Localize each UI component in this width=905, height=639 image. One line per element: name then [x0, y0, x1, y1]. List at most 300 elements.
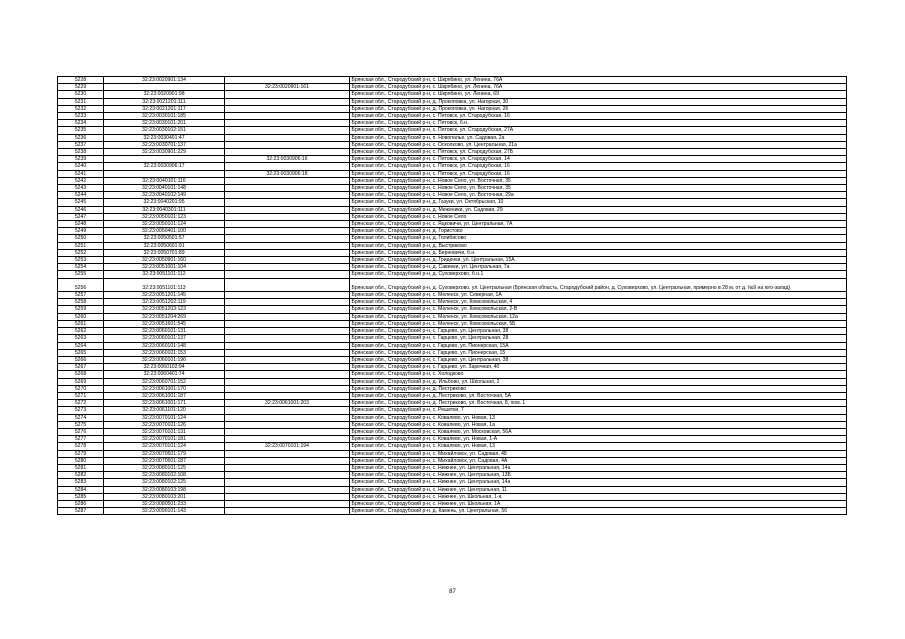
cadastral-number-cell: 32:23:0040101:116: [104, 177, 225, 184]
address-cell: Брянская обл., Стародубский р-н, д. Камень, ул. Центральная, 56: [350, 508, 847, 515]
table-row: [58, 177, 847, 184]
address-cell: Брянская обл., Стародубский р-н, с. Нижнее, ул. Школьная, 1-а: [350, 493, 847, 500]
address-cell: Брянская обл., Стародубский р-н, д. Ильбово, ул. Школьная, 2: [350, 378, 847, 385]
address-cell: Брянская обл., Стародубский р-н, д. Прокоповка, ул. Нагорная, 30: [350, 98, 847, 105]
row-number-cell: 5280: [58, 457, 104, 464]
row-number-cell: 5235: [58, 127, 104, 134]
table-body: [58, 77, 847, 515]
row-number-cell: 5231: [58, 98, 104, 105]
cadastral-number-cell: 32:23:0040301:111: [104, 206, 225, 213]
table-row: [58, 378, 847, 385]
linked-cadastral-number-cell: [225, 428, 350, 435]
table-row: [58, 421, 847, 428]
linked-cadastral-number-cell: [225, 457, 350, 464]
address-cell: Брянская обл., Стародубский р-н, с. Шкрябино, ул. Ленина, 76А: [350, 77, 847, 84]
row-number-cell: 5257: [58, 292, 104, 299]
row-number-cell: 5230: [58, 91, 104, 98]
linked-cadastral-number-cell: [225, 98, 350, 105]
linked-cadastral-number-cell: [225, 508, 350, 515]
row-number-cell: 5237: [58, 141, 104, 148]
row-number-cell: 5275: [58, 421, 104, 428]
address-cell: Брянская обл., Стародубский р-н, д. Меженики, ул. Садовая, 29: [350, 206, 847, 213]
address-cell: Брянская обл., Стародубский р-н, с. Гарцево, ул. Пионерская, 15А: [350, 342, 847, 349]
cadastral-number-cell: 32:23:0050401:100: [104, 228, 225, 235]
linked-cadastral-number-cell: [225, 364, 350, 371]
address-cell: Брянская обл., Стародубский р-н, с. Гарцево, ул. Центральная, 28: [350, 335, 847, 342]
table-row: [58, 292, 847, 299]
row-number-cell: 5262: [58, 328, 104, 335]
table-row: [58, 156, 847, 163]
table-row: [58, 400, 847, 407]
address-cell: Брянская обл., Стародубский р-н, с. Шкрябино, ул. Ленина, 69: [350, 91, 847, 98]
cadastral-number-cell: 32:23:0070501:179: [104, 450, 225, 457]
cadastral-number-cell: 32:23:0030101:201: [104, 120, 225, 127]
cadastral-number-cell: 32:23:0051204:269: [104, 313, 225, 320]
address-cell: Брянская обл., Стародубский р-н, с. Пятовск, ул. Стародубская, 16: [350, 113, 847, 120]
row-number-cell: 5229: [58, 84, 104, 91]
row-number-cell: 5233: [58, 113, 104, 120]
address-cell: Брянская обл., Стародубский р-н, с. Решетки, 7: [350, 407, 847, 414]
cadastral-number-cell: 32:23:0030901:229: [104, 149, 225, 156]
linked-cadastral-number-cell: [225, 127, 350, 134]
address-cell: Брянская обл., Стародубский р-н, с. Ковалево, ул. Новая, 1-А: [350, 436, 847, 443]
cadastral-number-cell: 32:23:0080102:125: [104, 479, 225, 486]
table-row: [58, 163, 847, 170]
cadastral-number-cell: 32:23:0051201:145: [104, 292, 225, 299]
cadastral-number-cell: [104, 84, 225, 91]
address-cell: Брянская обл., Стародубский р-н, с. Гарцево, ул. Заречная, 40: [350, 364, 847, 371]
table-row: [58, 271, 847, 278]
row-number-cell: 5250: [58, 235, 104, 242]
cadastral-number-cell: [104, 170, 225, 177]
address-cell: Брянская обл., Стародубский р-н, д. Гористово: [350, 228, 847, 235]
linked-cadastral-number-cell: [225, 421, 350, 428]
row-number-cell: 5255: [58, 271, 104, 278]
row-number-cell: 5281: [58, 464, 104, 471]
linked-cadastral-number-cell: [225, 385, 350, 392]
address-cell: Брянская обл., Стародубский р-н, с. Нижнее, ул. Центральная, 11: [350, 486, 847, 493]
address-cell: Брянская обл., Стародубский р-н, с. Пятовск, ул. Стародубская, 14: [350, 156, 847, 163]
linked-cadastral-number-cell: [225, 407, 350, 414]
table-row: [58, 472, 847, 479]
linked-cadastral-number-cell: [225, 335, 350, 342]
cadastral-number-cell: 32:23:0030906:17: [104, 163, 225, 170]
linked-cadastral-number-cell: [225, 414, 350, 421]
row-number-cell: 5269: [58, 378, 104, 385]
table-row: [58, 342, 847, 349]
linked-cadastral-number-cell: [225, 292, 350, 299]
table-row: [58, 414, 847, 421]
linked-cadastral-number-cell: [225, 91, 350, 98]
row-number-cell: 5243: [58, 185, 104, 192]
linked-cadastral-number-cell: [225, 493, 350, 500]
linked-cadastral-number-cell: [225, 228, 350, 235]
cadastral-number-cell: 32:23:0040102:149: [104, 192, 225, 199]
linked-cadastral-number-cell: [225, 500, 350, 507]
cadastral-number-cell: 32:23:0060101:153: [104, 349, 225, 356]
linked-cadastral-number-cell: [225, 464, 350, 471]
table-row: [58, 134, 847, 141]
table-row: [58, 328, 847, 335]
address-cell: Брянская обл., Стародубский р-н, с. Шкрябино, ул. Ленина, 76А: [350, 84, 847, 91]
row-number-cell: 5254: [58, 264, 104, 271]
row-number-cell: 5241: [58, 170, 104, 177]
linked-cadastral-number-cell: [225, 479, 350, 486]
cadastral-number-cell: 32:23:0080501:233: [104, 500, 225, 507]
row-number-cell: 5266: [58, 356, 104, 363]
table-row: [58, 264, 847, 271]
table-row: [58, 127, 847, 134]
linked-cadastral-number-cell: [225, 450, 350, 457]
linked-cadastral-number-cell: [225, 141, 350, 148]
address-cell: Брянская обл., Стародубский р-н, с. Пятовск, ул. Стародубская, 27Б: [350, 149, 847, 156]
cadastral-number-cell: 32:23:0051203:123: [104, 306, 225, 313]
cadastral-number-cell: 32:23:0021201:117: [104, 105, 225, 112]
linked-cadastral-number-cell: [225, 163, 350, 170]
row-number-cell: 5249: [58, 228, 104, 235]
cadastral-number-cell: 32:23:0060101:137: [104, 335, 225, 342]
cadastral-number-cell: 32:23:0070501:187: [104, 457, 225, 464]
address-cell: Брянская обл., Стародубский р-н, с. Нижнее, ул. Школьная, 1А: [350, 500, 847, 507]
row-number-cell: 5284: [58, 486, 104, 493]
cadastral-number-cell: 32:23:0030102:151: [104, 127, 225, 134]
table-row: [58, 479, 847, 486]
table-row: [58, 84, 847, 91]
linked-cadastral-number-cell: [225, 199, 350, 206]
address-cell: Брянская обл., Стародубский р-н, с. Ковалево, ул. Московская, 56А: [350, 428, 847, 435]
cadastral-number-cell: 32:23:0080103:201: [104, 493, 225, 500]
table-row: [58, 213, 847, 220]
address-cell: Брянская обл., Стародубский р-н, с. Новое Село, ул. Восточная, 35: [350, 185, 847, 192]
cadastral-number-cell: 32:23:0060102:94: [104, 364, 225, 371]
cadastral-number-cell: 32:23:0050101:123: [104, 213, 225, 220]
linked-cadastral-number-cell: 32:23:0030906:18: [225, 170, 350, 177]
linked-cadastral-number-cell: [225, 342, 350, 349]
address-cell: Брянская обл., Стародубский р-н, с. Холодково: [350, 371, 847, 378]
address-cell: Брянская обл., Стародубский р-н, с. Нижнее, ул. Центральная, 13Б: [350, 472, 847, 479]
linked-cadastral-number-cell: [225, 371, 350, 378]
table-row: [58, 313, 847, 320]
linked-cadastral-number-cell: [225, 149, 350, 156]
table-row: [58, 493, 847, 500]
table-row: [58, 356, 847, 363]
address-cell: Брянская обл., Стародубский р-н, с. Меленск, ул. Северная, 1А: [350, 292, 847, 299]
table-row: [58, 221, 847, 228]
cadastral-number-cell: 32:23:0051202:119: [104, 299, 225, 306]
address-cell: Брянская обл., Стародубский р-н, с. Михайловск, ул. Садовая, 48: [350, 450, 847, 457]
row-number-cell: 5242: [58, 177, 104, 184]
cadastral-number-cell: 32:23:0070101:124: [104, 443, 225, 450]
address-cell: Брянская обл., Стародубский р-н, с. Нижнее, ул. Центральная, 14а: [350, 464, 847, 471]
row-number-cell: 5268: [58, 371, 104, 378]
row-number-cell: 5259: [58, 306, 104, 313]
linked-cadastral-number-cell: [225, 242, 350, 249]
address-cell: Брянская обл., Стародубский р-н, д. Голибисово: [350, 235, 847, 242]
row-number-cell: 5228: [58, 77, 104, 84]
row-number-cell: 5279: [58, 450, 104, 457]
row-number-cell: 5252: [58, 249, 104, 256]
table-row: [58, 235, 847, 242]
row-number-cell: 5253: [58, 257, 104, 264]
table-row: [58, 149, 847, 156]
address-cell: Брянская обл., Стародубский р-н, д. Савинки, ул. Центральная, 7а: [350, 264, 847, 271]
cadastral-number-cell: 32:23:0021201:111: [104, 98, 225, 105]
linked-cadastral-number-cell: [225, 299, 350, 306]
row-number-cell: 5246: [58, 206, 104, 213]
linked-cadastral-number-cell: [225, 192, 350, 199]
row-number-cell: 5277: [58, 436, 104, 443]
linked-cadastral-number-cell: [225, 257, 350, 264]
linked-cadastral-number-cell: [225, 206, 350, 213]
cadastral-number-cell: 32:23:0050901:160: [104, 257, 225, 264]
table-row: [58, 257, 847, 264]
cadastral-number-cell: 32:23:0030401:47: [104, 134, 225, 141]
table-row: [58, 249, 847, 256]
table-row: [58, 170, 847, 177]
row-number-cell: 5274: [58, 414, 104, 421]
row-number-cell: 5244: [58, 192, 104, 199]
address-cell: Брянская обл., Стародубский р-н, с. Меленск, ул. Комсомольская, 5Б: [350, 320, 847, 327]
row-number-cell: 5264: [58, 342, 104, 349]
linked-cadastral-number-cell: [225, 235, 350, 242]
cadastral-number-cell: 32:23:0070101:124: [104, 414, 225, 421]
cadastral-number-cell: 32:23:0070101:126: [104, 421, 225, 428]
table-row: [58, 192, 847, 199]
linked-cadastral-number-cell: [225, 113, 350, 120]
address-cell: Брянская обл., Стародубский р-н, д. Прокоповка, ул. Нагорная, 26: [350, 105, 847, 112]
linked-cadastral-number-cell: [225, 271, 350, 278]
row-number-cell: 5256: [58, 278, 104, 291]
row-number-cell: 5245: [58, 199, 104, 206]
linked-cadastral-number-cell: [225, 185, 350, 192]
table-row: [58, 120, 847, 127]
row-number-cell: 5251: [58, 242, 104, 249]
table-row: [58, 500, 847, 507]
address-cell: Брянская обл., Стародубский р-н, д. Пестриково: [350, 385, 847, 392]
cadastral-number-cell: 32:23:0050101:124: [104, 221, 225, 228]
address-cell: Брянская обл., Стародубский р-н, п. Новопалье, ул. Садовая, 2а: [350, 134, 847, 141]
row-number-cell: 5278: [58, 443, 104, 450]
row-number-cell: 5263: [58, 335, 104, 342]
linked-cadastral-number-cell: [225, 249, 350, 256]
address-cell: Брянская обл., Стародубский р-н, с. Пятовск, ул. Стародубская, 16: [350, 170, 847, 177]
linked-cadastral-number-cell: [225, 134, 350, 141]
row-number-cell: 5285: [58, 493, 104, 500]
row-number-cell: 5239: [58, 156, 104, 163]
row-number-cell: 5247: [58, 213, 104, 220]
cadastral-number-cell: 32:23:0020901:98: [104, 91, 225, 98]
address-cell: Брянская обл., Стародубский р-н, с. Меленск, ул. Комсомольская, 2-В: [350, 306, 847, 313]
cadastral-number-cell: 32:23:0051101:113: [104, 278, 225, 291]
linked-cadastral-number-cell: [225, 177, 350, 184]
row-number-cell: 5270: [58, 385, 104, 392]
address-cell: Брянская обл., Стародубский р-н, с. Гарцево, ул. Центральная, 38: [350, 356, 847, 363]
address-cell: Брянская обл., Стародубский р-н, с. Новое Село, ул. Восточная, 35: [350, 177, 847, 184]
cadastral-number-cell: 32:23:0050701:89: [104, 249, 225, 256]
row-number-cell: 5240: [58, 163, 104, 170]
address-cell: Брянская обл., Стародубский р-н, д. Суховерхово, ул. Центральная (Брянская область, Стародубский район, д. Суховерхово, ул. Центральная, примерно в 28 м. от д. №9 на юго-запад): [350, 278, 847, 291]
cadastral-number-cell: 32:23:0061001:187: [104, 392, 225, 399]
linked-cadastral-number-cell: [225, 486, 350, 493]
table-row: [58, 91, 847, 98]
row-number-cell: 5267: [58, 364, 104, 371]
linked-cadastral-number-cell: [225, 349, 350, 356]
linked-cadastral-number-cell: [225, 306, 350, 313]
cadastral-number-cell: 32:23:0060401:74: [104, 371, 225, 378]
cadastral-number-cell: 32:23:0051601:545: [104, 320, 225, 327]
address-cell: Брянская обл., Стародубский р-н, д. Суховерхово, б.н.1: [350, 271, 847, 278]
property-table: [57, 76, 847, 515]
table-row: [58, 141, 847, 148]
linked-cadastral-number-cell: [225, 378, 350, 385]
address-cell: Брянская обл., Стародубский р-н, с. Гарцево, ул. Пионерская, 15: [350, 349, 847, 356]
table-row: [58, 242, 847, 249]
table-row: [58, 105, 847, 112]
address-cell: Брянская обл., Стародубский р-н, д. Пестриково, ул. Восточная, 5А: [350, 392, 847, 399]
address-cell: Брянская обл., Стародубский р-н, с. Новое Село: [350, 213, 847, 220]
table-row: [58, 371, 847, 378]
cadastral-number-cell: 32:23:0060101:148: [104, 342, 225, 349]
table-row: [58, 385, 847, 392]
table-row: [58, 320, 847, 327]
cadastral-number-cell: 32:23:0080102:108: [104, 472, 225, 479]
page-number: 87: [449, 589, 456, 595]
row-number-cell: 5232: [58, 105, 104, 112]
table-row: [58, 306, 847, 313]
row-number-cell: 5238: [58, 149, 104, 156]
cadastral-number-cell: 32:23:0070101:181: [104, 436, 225, 443]
cadastral-number-cell: 32:23:0061001:171: [104, 400, 225, 407]
linked-cadastral-number-cell: [225, 77, 350, 84]
table-row: [58, 486, 847, 493]
cadastral-number-cell: 32:23:0040201:95: [104, 199, 225, 206]
linked-cadastral-number-cell: [225, 213, 350, 220]
row-number-cell: 5287: [58, 508, 104, 515]
address-cell: Брянская обл., Стародубский р-н, с. Михайловск, ул. Садовая, 4А: [350, 457, 847, 464]
address-cell: Брянская обл., Стародубский р-н, д. Газуки, ул. Октябрьская, 10: [350, 199, 847, 206]
row-number-cell: 5265: [58, 349, 104, 356]
cadastral-number-cell: 32:23:0080101:125: [104, 464, 225, 471]
table-row: [58, 443, 847, 450]
table-row: [58, 436, 847, 443]
linked-cadastral-number-cell: [225, 278, 350, 291]
linked-cadastral-number-cell: [225, 221, 350, 228]
row-number-cell: 5272: [58, 400, 104, 407]
address-cell: Брянская обл., Стародубский р-н, с. Ковалево, ул. Новая, 13: [350, 443, 847, 450]
table-row: [58, 407, 847, 414]
table-row: [58, 335, 847, 342]
address-cell: Брянская обл., Стародубский р-н, с. Ковалево, ул. Новая, 1а: [350, 421, 847, 428]
linked-cadastral-number-cell: [225, 320, 350, 327]
linked-cadastral-number-cell: 32:23:0020901:161: [225, 84, 350, 91]
address-cell: Брянская обл., Стародубский р-н, с. Новое Село, ул. Восточная, 29а: [350, 192, 847, 199]
linked-cadastral-number-cell: [225, 105, 350, 112]
linked-cadastral-number-cell: [225, 328, 350, 335]
cadastral-number-cell: 32:23:0060701:152: [104, 378, 225, 385]
cadastral-number-cell: 32:23:0060101:196: [104, 356, 225, 363]
cadastral-number-cell: 32:23:0080103:198: [104, 486, 225, 493]
address-cell: Брянская обл., Стародубский р-н, с. Ковалево, ул. Новая, 13: [350, 414, 847, 421]
table-row: [58, 77, 847, 84]
row-number-cell: 5273: [58, 407, 104, 414]
cadastral-number-cell: [104, 156, 225, 163]
table-row: [58, 508, 847, 515]
table-row: [58, 392, 847, 399]
address-cell: Брянская обл., Стародубский р-н, д. Пестриково, ул. Восточная, 8, пом. 1: [350, 400, 847, 407]
cadastral-number-cell: 32:23:0070101:131: [104, 428, 225, 435]
cadastral-number-cell: 32:23:0051101:112: [104, 271, 225, 278]
address-cell: Брянская обл., Стародубский р-н, д. Выстриково: [350, 242, 847, 249]
cadastral-number-cell: 32:23:0061101:120: [104, 407, 225, 414]
cadastral-number-cell: 32:23:0040101:148: [104, 185, 225, 192]
linked-cadastral-number-cell: [225, 356, 350, 363]
table-row: [58, 299, 847, 306]
linked-cadastral-number-cell: [225, 472, 350, 479]
address-cell: Брянская обл., Стародубский р-н, с. Нижнее, ул. Центральная, 14а: [350, 479, 847, 486]
cadastral-number-cell: 32:23:0050501:57: [104, 235, 225, 242]
linked-cadastral-number-cell: [225, 436, 350, 443]
table-row: [58, 228, 847, 235]
address-cell: Брянская обл., Стародубский р-н, с. Пятовск, ул. Стародубская, 27А: [350, 127, 847, 134]
cadastral-number-cell: 32:23:0030101:185: [104, 113, 225, 120]
address-cell: Брянская обл., Стародубский р-н, с. Пятовск, ул. Стародубская, 16: [350, 163, 847, 170]
table-row: [58, 364, 847, 371]
table-row: [58, 206, 847, 213]
table-row: [58, 185, 847, 192]
cadastral-number-cell: 32:23:0050601:91: [104, 242, 225, 249]
row-number-cell: 5260: [58, 313, 104, 320]
table-row: [58, 113, 847, 120]
row-number-cell: 5286: [58, 500, 104, 507]
linked-cadastral-number-cell: [225, 264, 350, 271]
address-cell: Брянская обл., Стародубский р-н, д. Гриденки, ул. Центральная, 15А: [350, 257, 847, 264]
row-number-cell: 5276: [58, 428, 104, 435]
cadastral-number-cell: 32:23:0060101:131: [104, 328, 225, 335]
address-cell: Брянская обл., Стародубский р-н, с. Яцковичи, ул. Центральная, 7А: [350, 221, 847, 228]
table-row: [58, 98, 847, 105]
cadastral-number-cell: 32:23:0051001:104: [104, 264, 225, 271]
linked-cadastral-number-cell: 32:23:0061001:203: [225, 400, 350, 407]
row-number-cell: 5234: [58, 120, 104, 127]
table-row: [58, 450, 847, 457]
table-row: [58, 349, 847, 356]
row-number-cell: 5283: [58, 479, 104, 486]
linked-cadastral-number-cell: 32:23:0070101:194: [225, 443, 350, 450]
linked-cadastral-number-cell: [225, 120, 350, 127]
row-number-cell: 5248: [58, 221, 104, 228]
row-number-cell: 5282: [58, 472, 104, 479]
linked-cadastral-number-cell: 32:23:0030906:16: [225, 156, 350, 163]
row-number-cell: 5271: [58, 392, 104, 399]
address-cell: Брянская обл., Стародубский р-н, д. Берновичи, б.н.: [350, 249, 847, 256]
row-number-cell: 5236: [58, 134, 104, 141]
cadastral-number-cell: 32:23:0030701:137: [104, 141, 225, 148]
address-cell: Брянская обл., Стародубский р-н, с. Осколково, ул. Центральная, 21а: [350, 141, 847, 148]
table-row: [58, 428, 847, 435]
table-row: [58, 464, 847, 471]
table-row: [58, 199, 847, 206]
table-row: [58, 457, 847, 464]
address-cell: Брянская обл., Стародубский р-н, с. Меленск, ул. Комсомольская, 12а: [350, 313, 847, 320]
linked-cadastral-number-cell: [225, 392, 350, 399]
cadastral-number-cell: 32:23:0061001:170: [104, 385, 225, 392]
address-cell: Брянская обл., Стародубский р-н, с. Пятовск, б.н.: [350, 120, 847, 127]
table-row: [58, 278, 847, 291]
address-cell: Брянская обл., Стародубский р-н, с. Гарцево, ул. Центральная, 38: [350, 328, 847, 335]
row-number-cell: 5258: [58, 299, 104, 306]
row-number-cell: 5261: [58, 320, 104, 327]
cadastral-number-cell: 32:23:0090101:143: [104, 508, 225, 515]
